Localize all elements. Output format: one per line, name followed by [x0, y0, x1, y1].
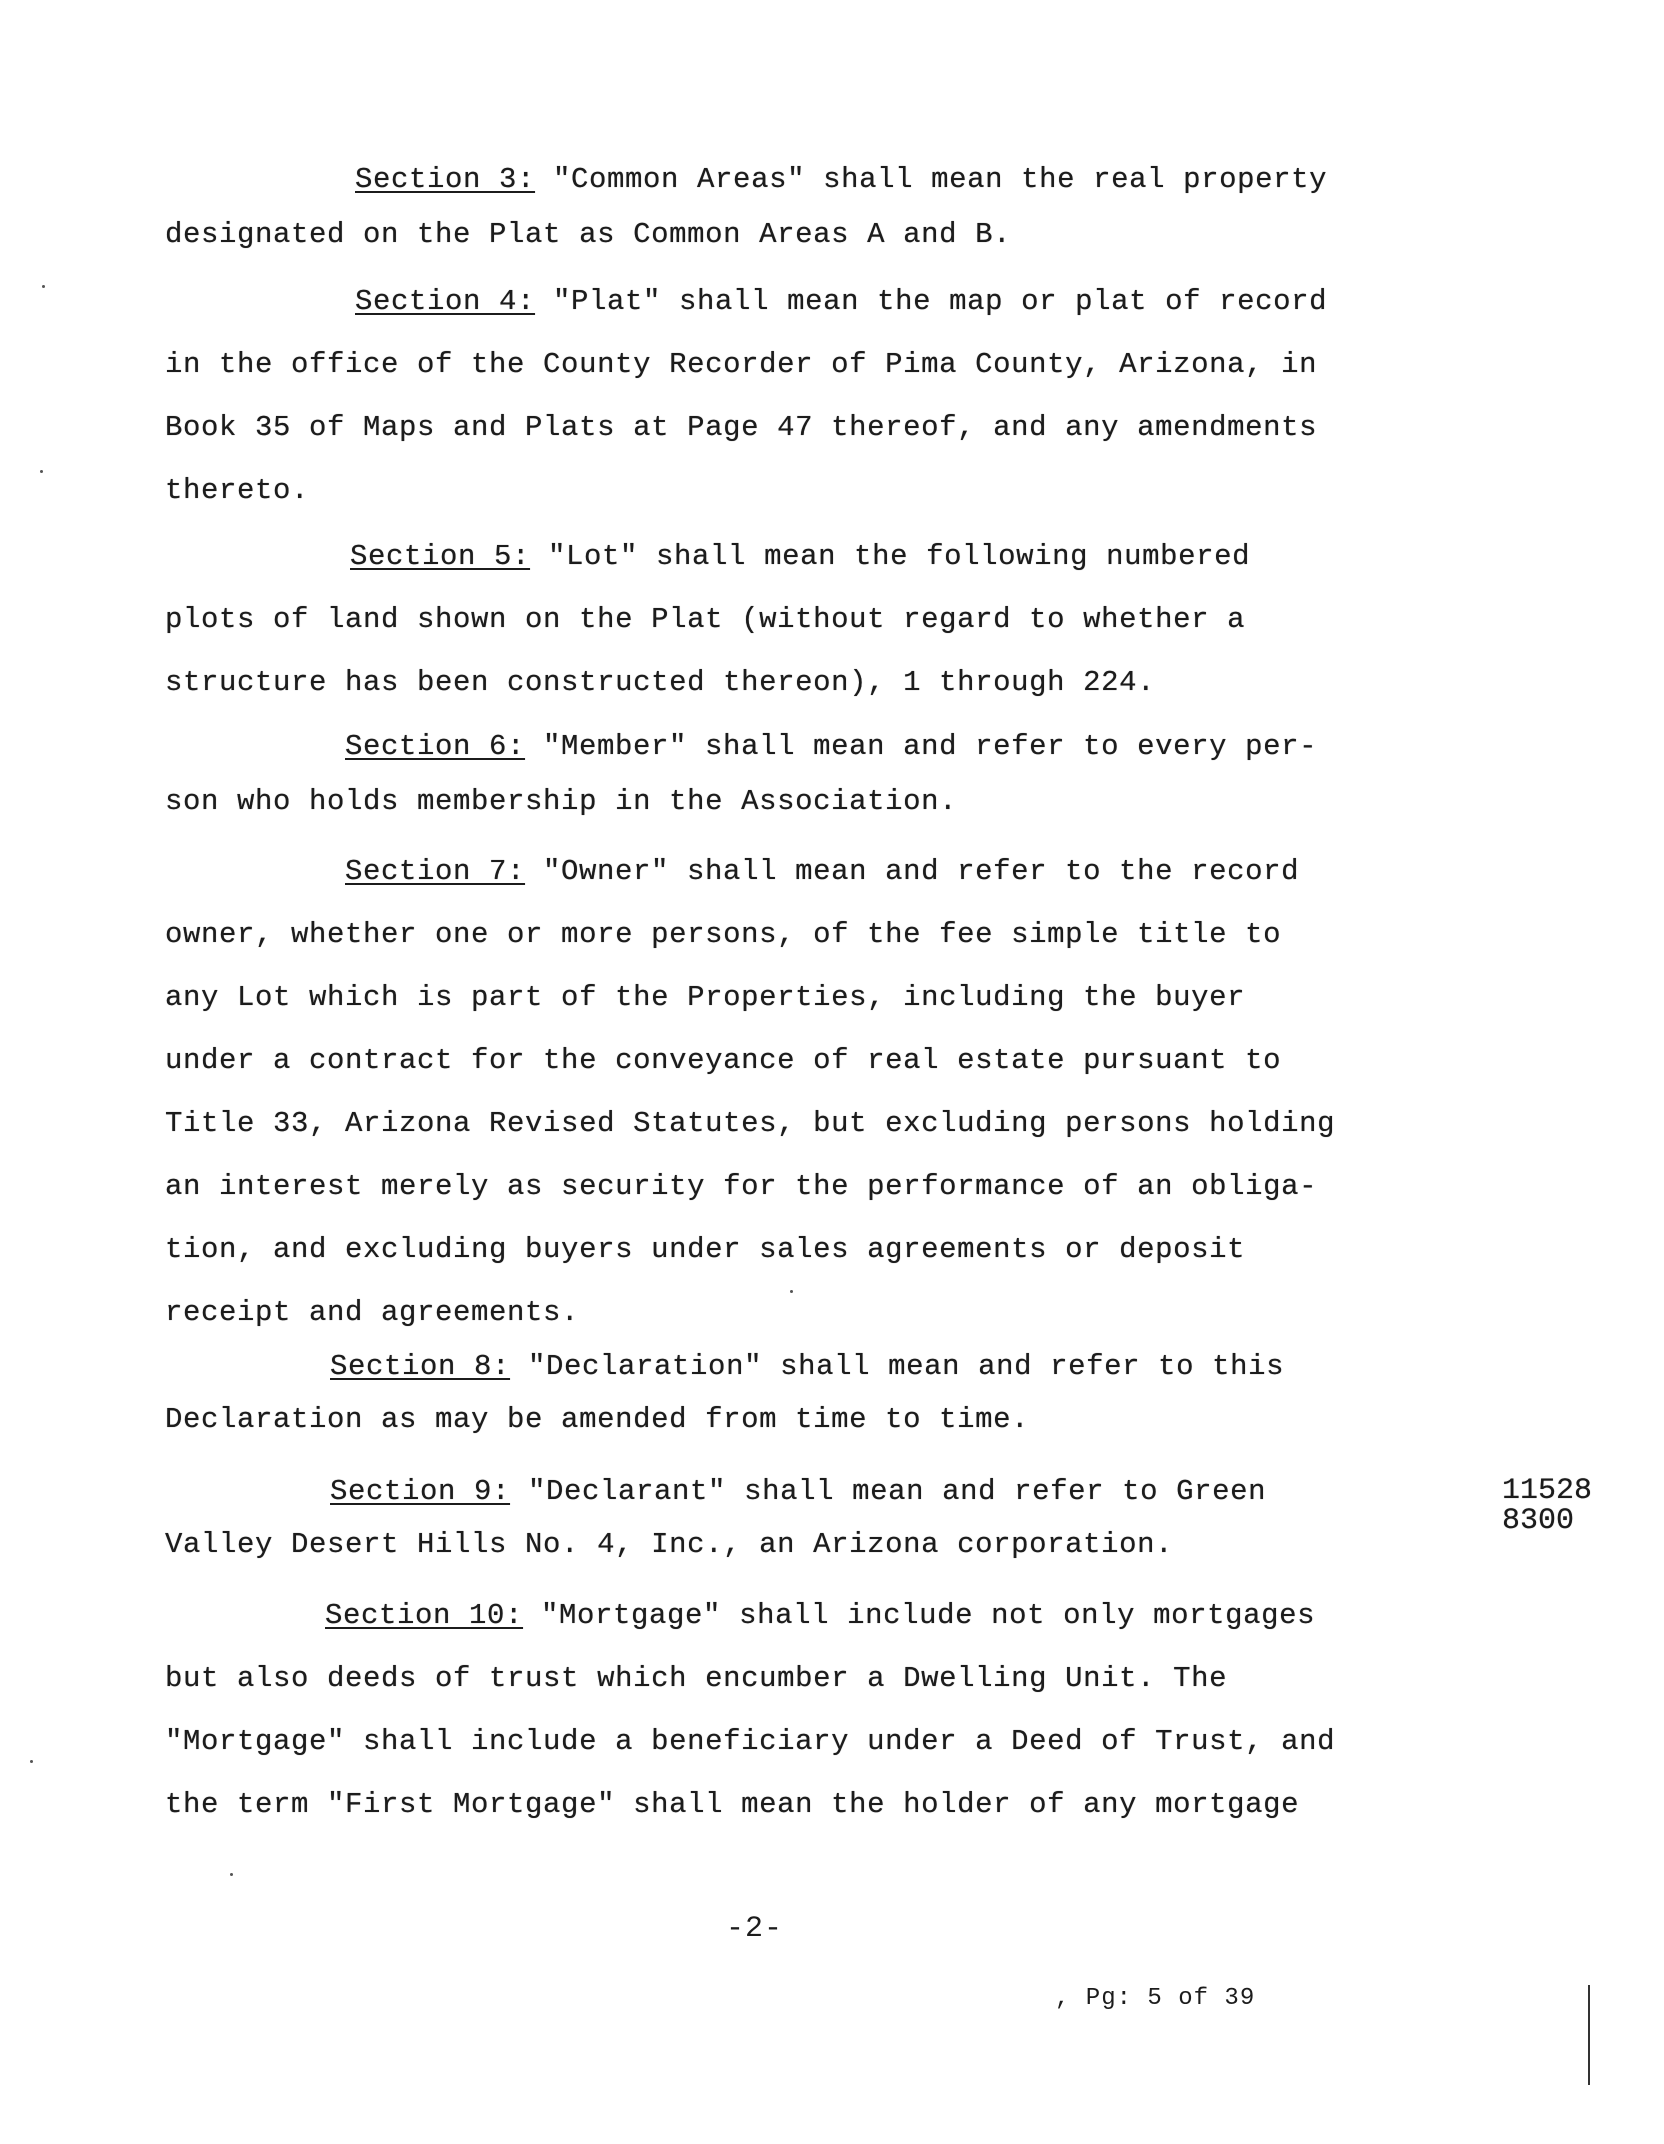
section-3-line-2: designated on the Plat as Common Areas A and B. [165, 218, 1012, 251]
section-3-label: Section 3: [355, 163, 536, 196]
section-5-line-1: "Lot" shall mean the following numbered [530, 540, 1251, 573]
section-3 [165, 148, 1365, 266]
section-5 [165, 525, 1365, 714]
section-6-line-1: "Member" shall mean and refer to every per- [525, 730, 1318, 763]
section-7 [165, 840, 1365, 1344]
scan-speck [42, 285, 45, 288]
margin-record-number: 11528 8300 [1502, 1474, 1593, 1538]
section-8-label: Section 8: [330, 1350, 511, 1383]
scan-edge-line [1588, 1985, 1590, 2085]
page-number: -2- [726, 1912, 784, 1946]
section-6-label: Section 6: [345, 730, 526, 763]
section-7-line-6: an interest merely as security for the performance of an obliga- [165, 1170, 1318, 1203]
section-9 [165, 1460, 1365, 1576]
section-10-label: Section 10: [325, 1599, 524, 1632]
section-6-line-2: son who holds membership in the Association. [165, 785, 958, 818]
section-7-line-1: "Owner" shall mean and refer to the record [525, 855, 1300, 888]
section-4-line-2: in the office of the County Recorder of Pima County, Arizona, in [165, 348, 1318, 381]
section-10-line-3: "Mortgage" shall include a beneficiary under a Deed of Trust, and [165, 1725, 1336, 1758]
section-10-line-2: but also deeds of trust which encumber a Dwelling Unit. The [165, 1662, 1228, 1695]
section-5-line-2: plots of land shown on the Plat (without regard to whether a [165, 603, 1246, 636]
section-9-label: Section 9: [330, 1475, 511, 1508]
section-6 [165, 715, 1365, 833]
section-8-line-1: "Declaration" shall mean and refer to this [510, 1350, 1285, 1383]
section-5-label: Section 5: [350, 540, 531, 573]
section-8-line-2: Declaration as may be amended from time to time. [165, 1403, 1030, 1436]
scan-speck [40, 470, 43, 473]
section-7-line-8: receipt and agreements. [165, 1296, 580, 1329]
footer-page-count: , Pg: 5 of 39 [1055, 1985, 1256, 2012]
section-10 [165, 1584, 1365, 1836]
section-7-line-5: Title 33, Arizona Revised Statutes, but excluding persons holding [165, 1107, 1336, 1140]
section-9-line-2: Valley Desert Hills No. 4, Inc., an Arizona corporation. [165, 1528, 1174, 1561]
section-7-label: Section 7: [345, 855, 526, 888]
section-7-line-3: any Lot which is part of the Properties, including the buyer [165, 981, 1246, 1014]
scan-speck [30, 1760, 33, 1763]
scan-speck [230, 1873, 233, 1876]
scan-speck [790, 1290, 793, 1293]
section-5-line-3: structure has been constructed thereon), 1 through 224. [165, 666, 1156, 699]
section-10-line-1: "Mortgage" shall include not only mortgages [523, 1599, 1316, 1632]
section-4-line-4: thereto. [165, 474, 310, 507]
section-7-line-2: owner, whether one or more persons, of the fee simple title to [165, 918, 1282, 951]
section-4-line-1: "Plat" shall mean the map or plat of record [535, 285, 1328, 318]
section-4 [165, 270, 1365, 522]
section-4-line-3: Book 35 of Maps and Plats at Page 47 thereof, and any amendments [165, 411, 1318, 444]
section-7-line-7: tion, and excluding buyers under sales agreements or deposit [165, 1233, 1246, 1266]
section-9-line-1: "Declarant" shall mean and refer to Green [510, 1475, 1267, 1508]
section-3-line-1: "Common Areas" shall mean the real property [535, 163, 1328, 196]
section-7-line-4: under a contract for the conveyance of real estate pursuant to [165, 1044, 1282, 1077]
section-4-label: Section 4: [355, 285, 536, 318]
section-8 [165, 1335, 1365, 1451]
section-10-line-4: the term "First Mortgage" shall mean the holder of any mortgage [165, 1788, 1300, 1821]
